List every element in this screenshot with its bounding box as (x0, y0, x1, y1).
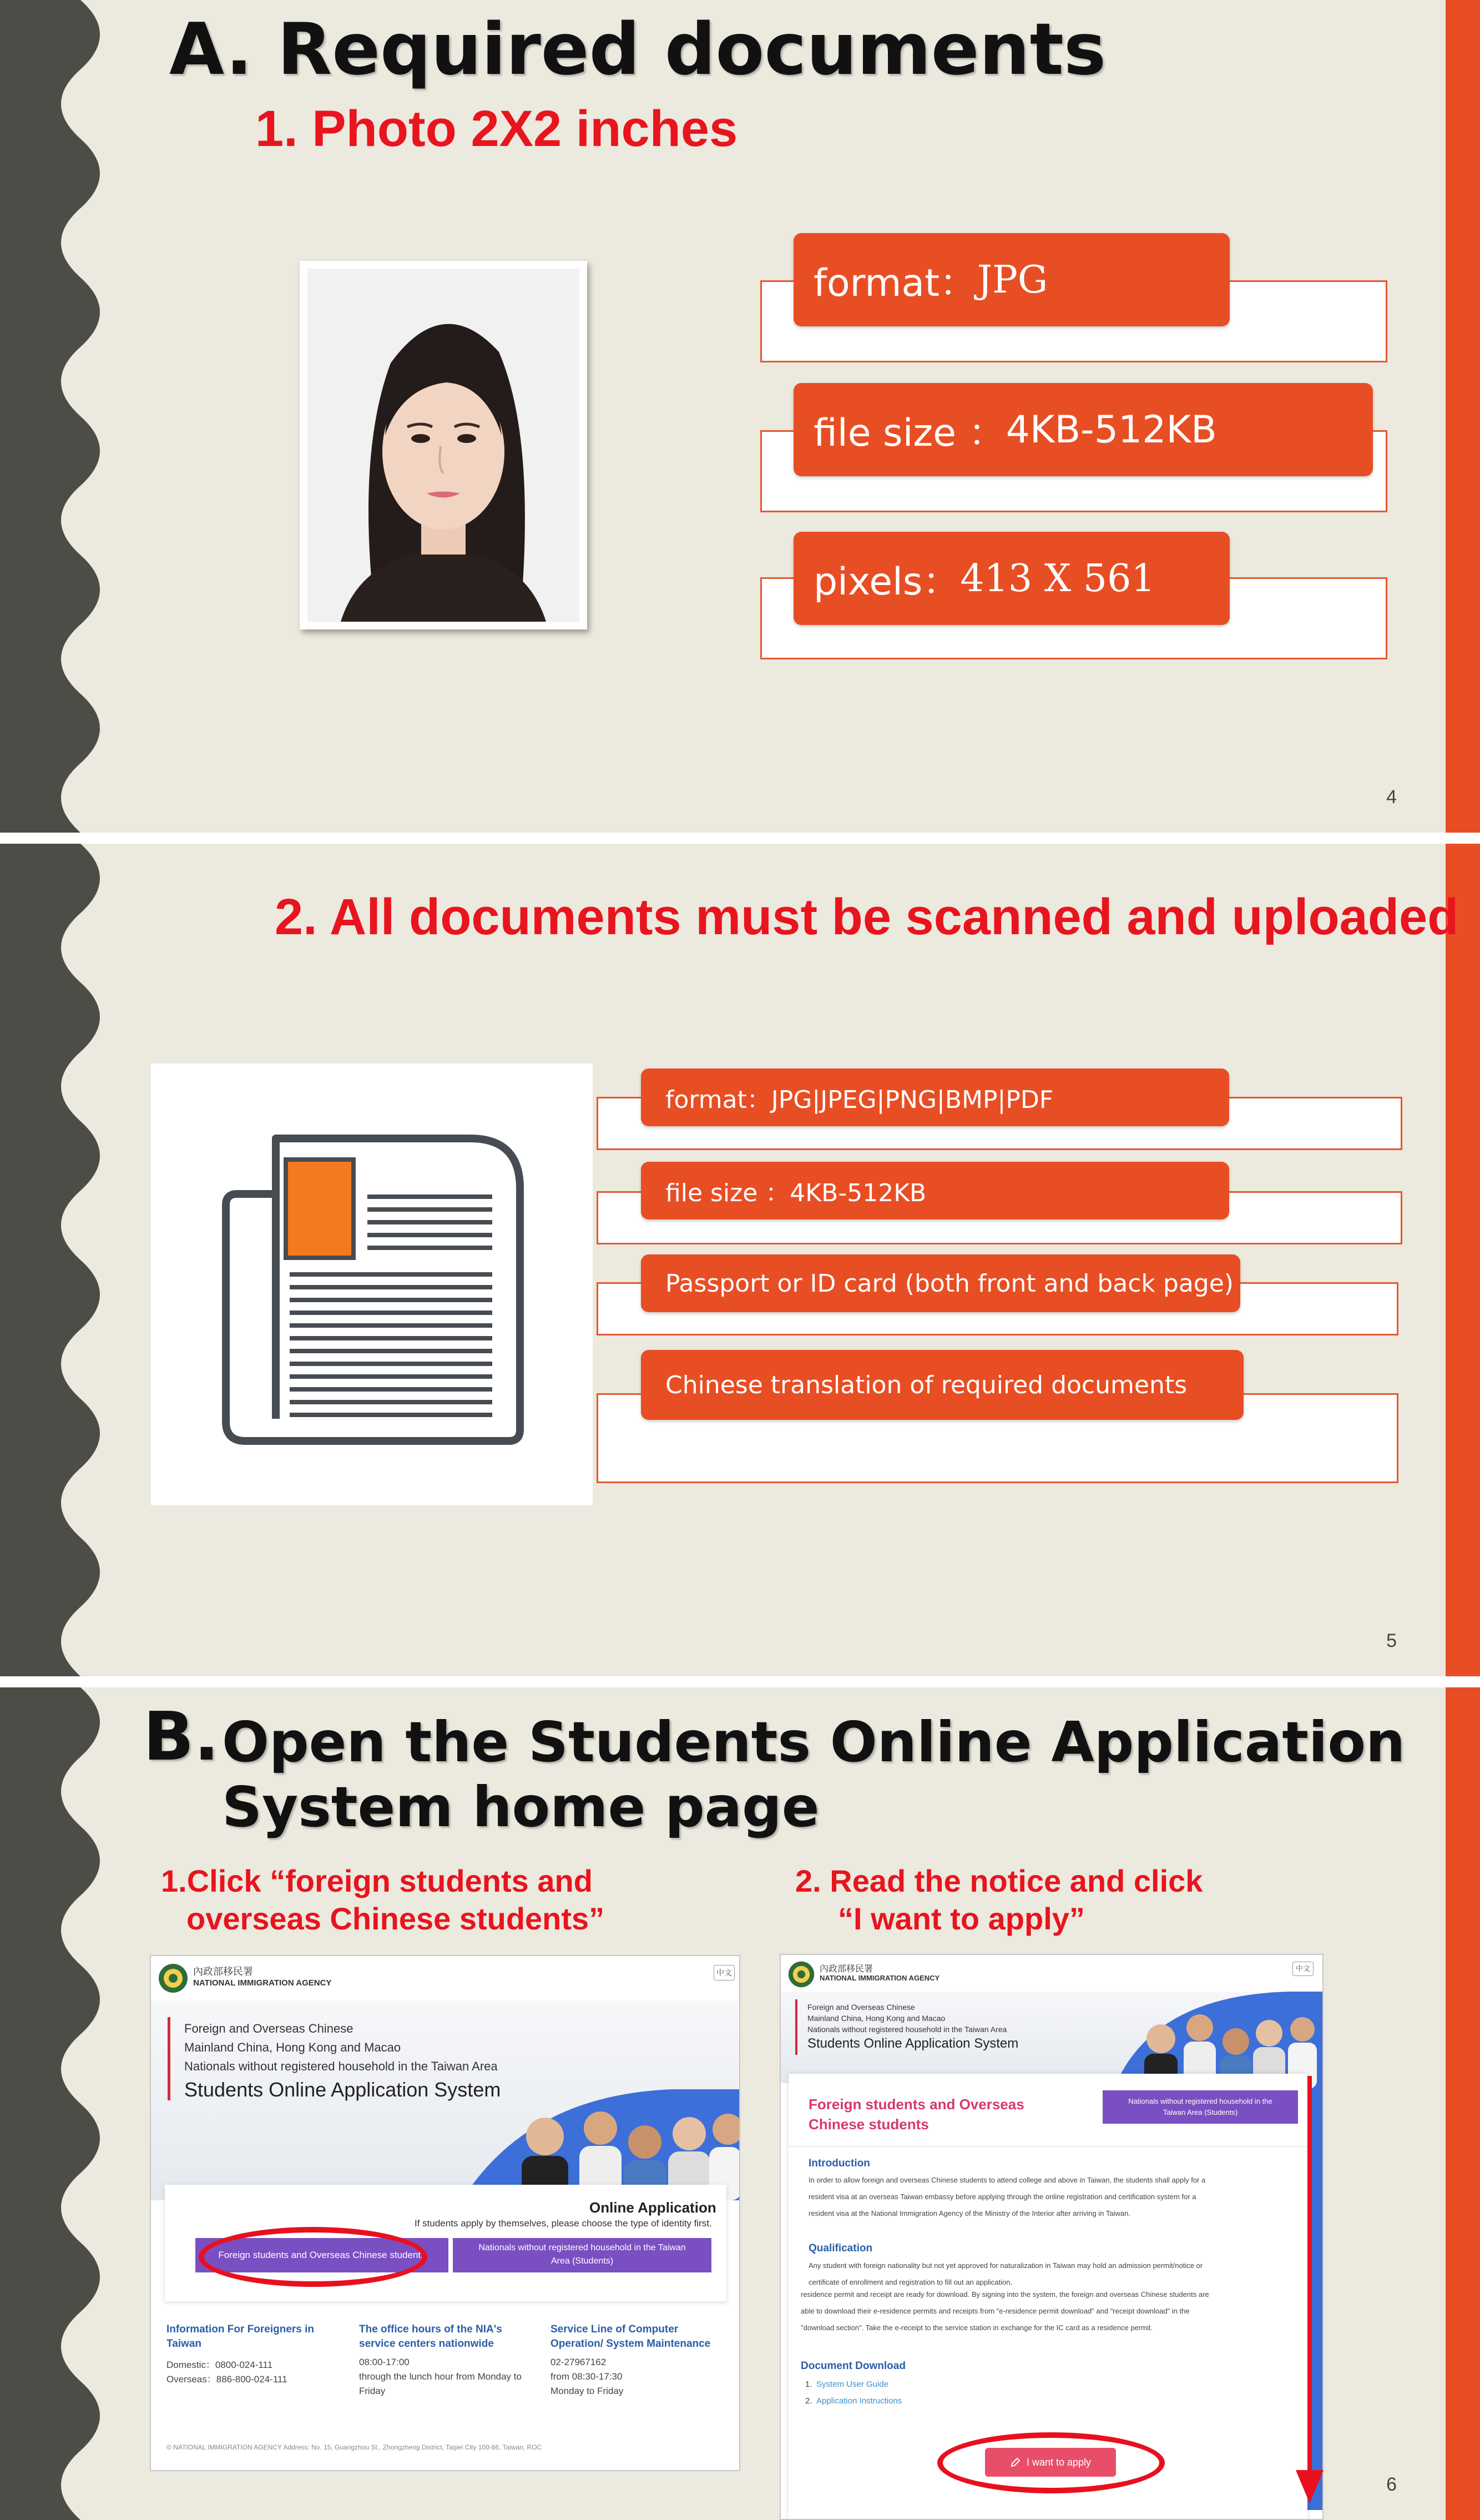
slide-required-photo (0, 0, 1480, 833)
wave-border (0, 844, 117, 1676)
info-col-3-title-1: Service Line of Computer (550, 2324, 679, 2335)
screenshot-home-page (150, 1955, 740, 2471)
slide-title: A. Required documents (169, 8, 1106, 91)
info-col-2-title-2: service centers nationwide (359, 2338, 494, 2350)
doc-format-text: format：JPG|JPEG|PNG|BMP|PDF (641, 1069, 1229, 1126)
hero-line-1: Foreign and Overseas Chinese (807, 2003, 915, 2012)
hero-line-3: Nationals without registered household in the Taiwan Area (807, 2025, 1007, 2034)
info-col-1-line-1: Domestic：0800-024-111 (166, 2360, 273, 2370)
highlight-ellipse (937, 2432, 1165, 2493)
hero-line-2: Mainland China, Hong Kong and Macao (807, 2014, 946, 2023)
language-button[interactable]: 中文 (1292, 1962, 1314, 1976)
info-col-2-line-3: Friday (359, 2386, 386, 2396)
info-col-1-line-2: Overseas：886-800-024-111 (166, 2374, 287, 2385)
info-col-3-line-1: 02-27967162 (550, 2357, 607, 2367)
right-accent-bar (1446, 1687, 1480, 2520)
pixels-label: pixels： (814, 560, 961, 604)
hero-line-2: Mainland China, Hong Kong and Macao (184, 2040, 401, 2054)
page-number: 5 (1386, 1630, 1397, 1651)
wave-border (0, 1687, 117, 2520)
step1-line-2: overseas Chinese students” (186, 1901, 605, 1936)
pixels-value: 413 X 561 (960, 556, 1155, 601)
scroll-down-arrow-icon (1293, 2076, 1326, 2503)
info-col-3-line-2: from 08:30-17:30 (550, 2371, 623, 2382)
hero-accent-line (168, 2017, 170, 2100)
nationals-button[interactable] (453, 2238, 711, 2272)
highlight-ellipse (199, 2227, 427, 2287)
students-group-illustration (462, 2089, 740, 2200)
i-want-to-apply-label: I want to apply (1026, 2456, 1092, 2468)
info-col-2-line-2: through the lunch hour from Monday to (359, 2371, 522, 2382)
title-prefix: B. (143, 1699, 220, 1776)
slide-scanned-documents (0, 844, 1480, 1676)
agency-name-cn: 內政部移民署 (193, 1966, 253, 1977)
introduction-heading: Introduction (809, 2158, 870, 2169)
foreign-students-button-label: Foreign students and Overseas Chinese students (218, 2250, 426, 2260)
introduction-line-1: In order to allow foreign and overseas Chinese students to attend college and above in Taiwan, the students shall apply for a (809, 2176, 1206, 2184)
agency-logo-icon (158, 1963, 189, 1994)
nationals-switch-line-1: Nationals without registered household in the (1128, 2097, 1272, 2105)
newspaper-icon (151, 1064, 593, 1505)
slide-subtitle: 2. All documents must be scanned and uploaded (275, 889, 1459, 945)
agency-name-en: NATIONAL IMMIGRATION AGENCY (193, 1978, 332, 1988)
qualification-line-1: Any student with foreign nationality but not yet approved for naturalization in Taiwan may hold an admission permit/notice or (809, 2261, 1203, 2270)
page-number: 6 (1386, 2474, 1397, 2495)
info-col-2-title-1: The office hours of the NIA's (359, 2324, 502, 2335)
card-divider (789, 2146, 1307, 2147)
hero-title: Students Online Application System (807, 2036, 1019, 2051)
card-title-line-1: Foreign students and Overseas (809, 2096, 1024, 2113)
qualification-line-4: able to download their e-residence permits and receipts from "e-residence permit download" and "receipt download" in the (801, 2307, 1190, 2315)
screenshot-notice-page (780, 1954, 1324, 2520)
hero-line-1: Foreign and Overseas Chinese (184, 2022, 353, 2035)
right-accent-bar (1446, 0, 1480, 833)
info-col-1-title-2: Taiwan (166, 2338, 201, 2350)
download-link-user-guide[interactable]: System User Guide (816, 2380, 889, 2389)
step2-line-1: 2. Read the notice and click (795, 1863, 1203, 1898)
doc-passport-text: Passport or ID card (both front and back page) (641, 1254, 1240, 1312)
hero-line-3: Nationals without registered household in the Taiwan Area (184, 2059, 498, 2073)
slide-subtitle: 1. Photo 2X2 inches (255, 100, 738, 157)
download-link-instructions[interactable]: Application Instructions (816, 2396, 902, 2406)
step1-line-1: 1.Click “foreign students and (161, 1863, 593, 1898)
hero-title: Students Online Application System (184, 2078, 501, 2101)
portrait-illustration (307, 269, 579, 622)
download-num-2: 2. (805, 2396, 812, 2406)
doc-translation-text: Chinese translation of required documents (641, 1350, 1244, 1420)
wave-border (0, 0, 117, 833)
introduction-line-3: resident visa at the National Immigration Agency of the Ministry of the Interior after arriving in Taiwan. (809, 2209, 1130, 2217)
nationals-switch-button[interactable] (1103, 2090, 1298, 2124)
online-application-title: Online Application (589, 2199, 716, 2216)
download-num-1: 1. (805, 2380, 812, 2389)
format-label: format： (814, 261, 977, 305)
qualification-line-2: certificate of enrollment and registration to fill out an application. (809, 2278, 1013, 2286)
step2-line-2: “I want to apply” (838, 1901, 1085, 1936)
nationals-button-line-2: Area (Students) (550, 2256, 614, 2266)
introduction-line-2: resident visa at an overseas Taiwan embassy before applying through the online registration and certification system for a (809, 2193, 1196, 2201)
filesize-value: 4KB-512KB (1006, 407, 1217, 452)
info-col-3-line-3: Monday to Friday (550, 2386, 624, 2396)
sample-photo (300, 261, 587, 629)
agency-name-en: NATIONAL IMMIGRATION AGENCY (820, 1974, 940, 1982)
title-line-1: Open the Students Online Application (222, 1710, 1406, 1775)
doc-filesize-text: file size ：4KB-512KB (641, 1162, 1229, 1219)
qualification-heading: Qualification (809, 2242, 873, 2254)
title-line-2: System home page (222, 1775, 820, 1839)
nationals-switch-line-2: Taiwan Area (Students) (1163, 2108, 1238, 2116)
site-footer: © NATIONAL IMMIGRATION AGENCY Address: No. 15, Guangzhou St., Zhongzheng District, Taipei City 100-66, Taiwan, ROC (166, 2443, 542, 2451)
hero-accent-line (795, 1999, 797, 2055)
filesize-label: file size ： (814, 411, 1006, 455)
format-value: JPG (977, 258, 1048, 302)
agency-name-cn: 內政部移民署 (820, 1964, 873, 1974)
qualification-line-5: "download section". Take the e-receipt to the service station in exchange for the IC card as a residence permit. (801, 2324, 1153, 2332)
page-number: 4 (1386, 787, 1397, 808)
info-col-2-line-1: 08:00-17:00 (359, 2357, 410, 2367)
info-col-1-title-1: Information For Foreigners in (166, 2324, 315, 2335)
nationals-button-line-1: Nationals without registered household in the Taiwan (478, 2243, 686, 2252)
download-heading: Document Download (801, 2360, 906, 2372)
language-button[interactable]: 中文 (714, 1965, 735, 1980)
online-application-desc: If students apply by themselves, please choose the type of identity first. (415, 2218, 712, 2229)
qualification-line-3: residence permit and receipt are ready for download. By signing into the system, the foreign and overseas Chinese students are (801, 2290, 1209, 2299)
card-title-line-2: Chinese students (809, 2116, 929, 2133)
info-col-3-title-2: Operation/ System Maintenance (550, 2338, 711, 2350)
right-accent-bar (1446, 844, 1480, 1676)
agency-logo-icon (787, 1960, 815, 1988)
slide-open-system (0, 1687, 1480, 2520)
document-icon-panel (151, 1064, 593, 1505)
